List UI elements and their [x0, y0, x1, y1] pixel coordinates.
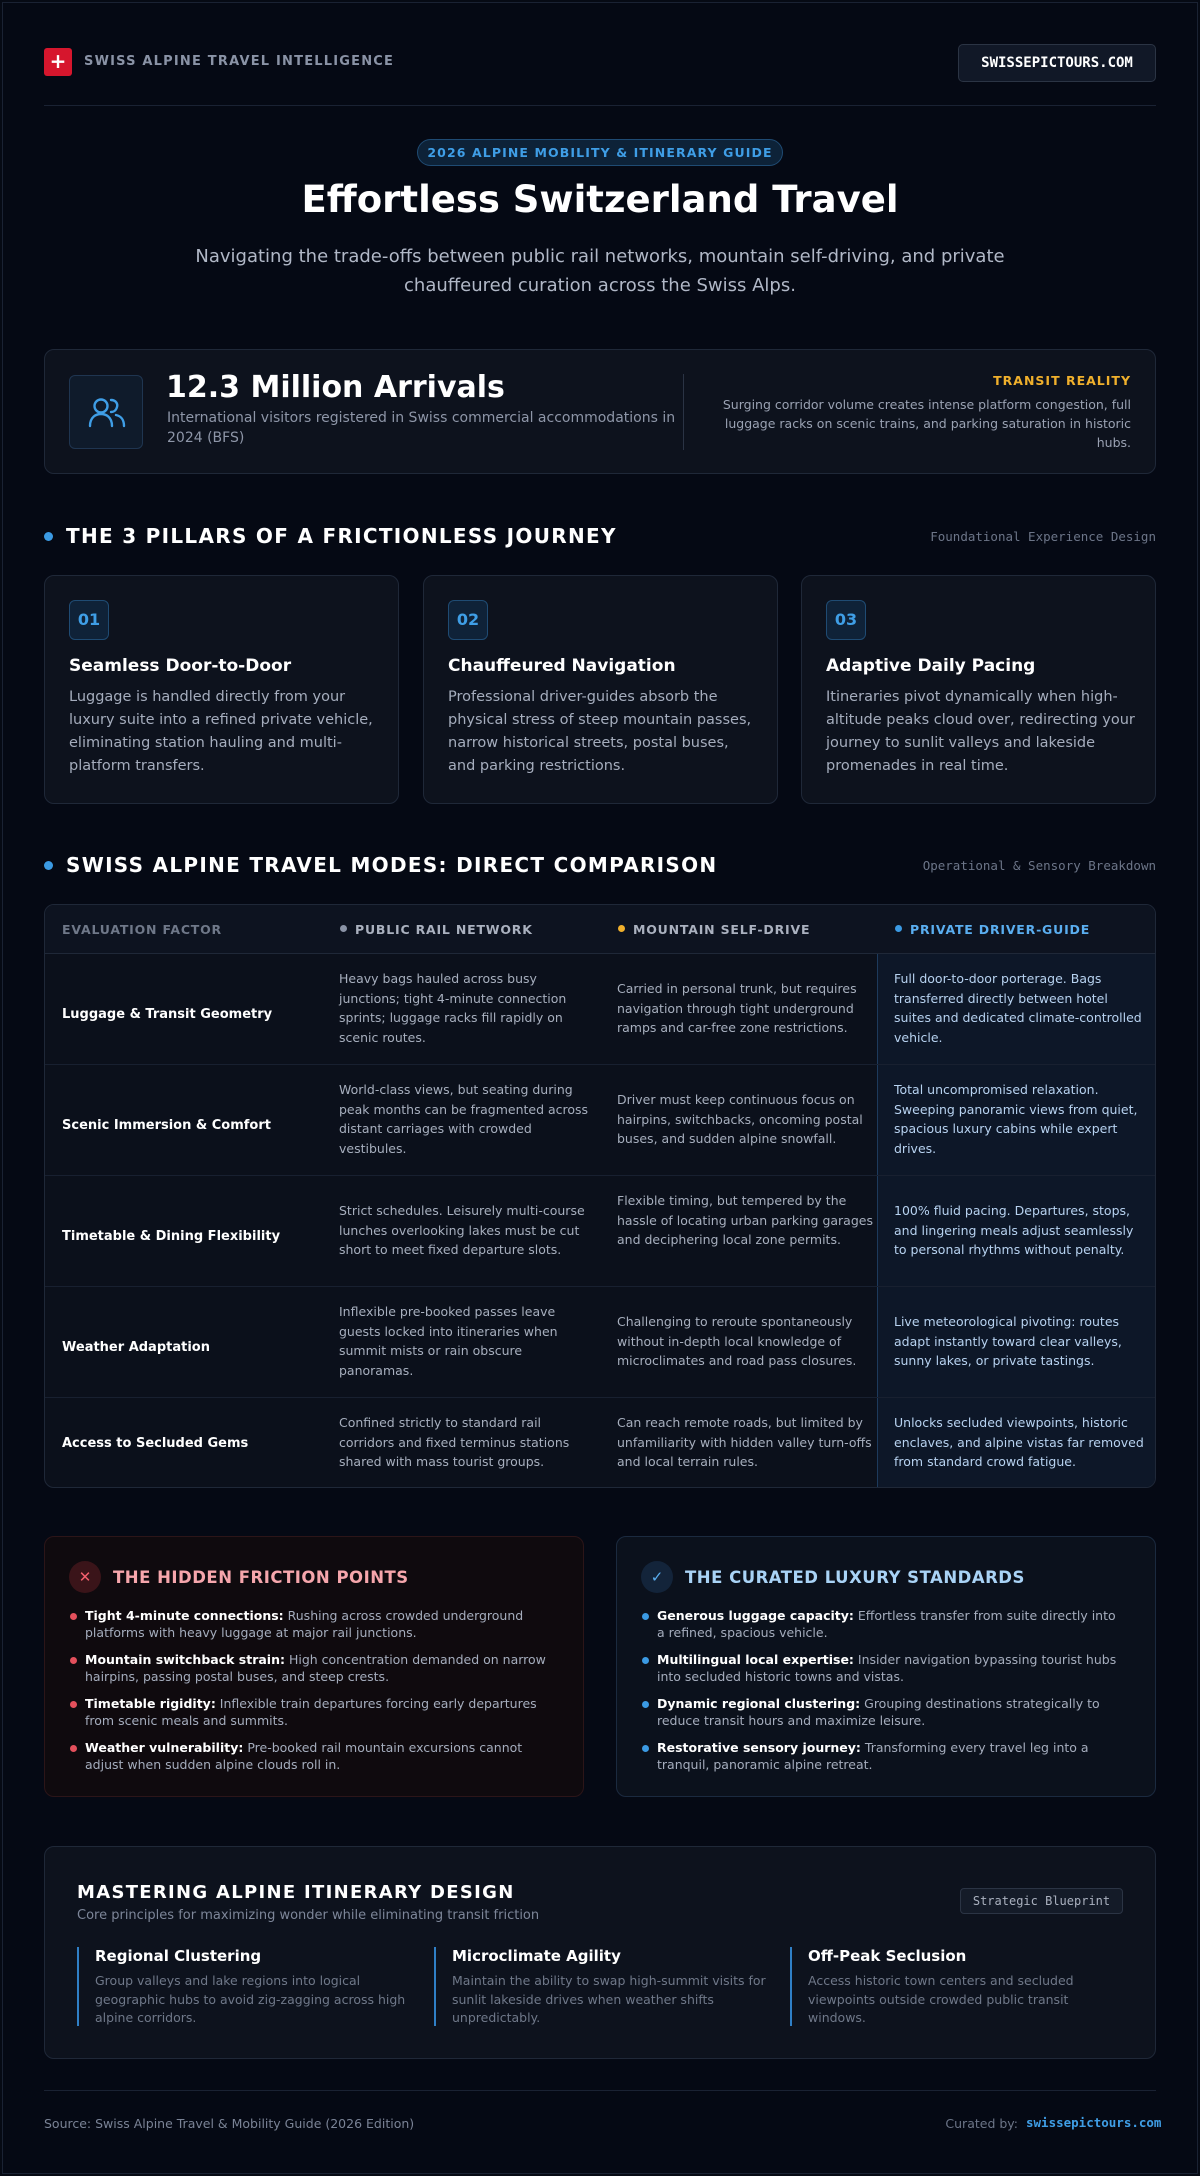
drive-cell: Challenging to reroute spontaneously without in-depth local knowledge of microclimates and road pass closures. — [617, 1314, 857, 1368]
pillar-body: Itineraries pivot dynamically when high-altitude peaks cloud over, redirecting your journey to sunlit valleys and lakeside promenades in real time. — [826, 689, 1135, 774]
pillar-title: Chauffeured Navigation — [448, 656, 676, 676]
pillar-body: Luggage is handled directly from your luxury suite into a refined private vehicle, eliminating station hauling and multi-platform transfers. — [69, 689, 373, 774]
bullet-icon — [70, 1613, 77, 1620]
luxury-item: Generous luggage capacity: Effortless transfer from suite directly into a refined, spacious vehicle. — [657, 1608, 1116, 1640]
driver-dot-icon — [895, 925, 902, 932]
row-factor-label: Scenic Immersion & Comfort — [62, 1118, 271, 1133]
header-public-rail: PUBLIC RAIL NETWORK — [355, 922, 533, 937]
row-divider — [45, 1064, 1156, 1065]
swiss-cross-logo: + — [44, 48, 72, 76]
transit-reality-label: TRANSIT REALITY — [993, 373, 1131, 388]
brand-name: SWISS ALPINE TRAVEL INTELLIGENCE — [84, 54, 395, 69]
pillars-section-title: THE 3 PILLARS OF A FRICTIONLESS JOURNEY — [66, 524, 617, 548]
pillar-number: 03 — [826, 600, 866, 640]
pillar-title: Adaptive Daily Pacing — [826, 656, 1036, 676]
site-button[interactable]: SWISSEPICTOURS.COM — [958, 44, 1156, 82]
luxury-item: Multilingual local expertise: Insider navigation bypassing tourist hubs into secluded historic towns and vistas. — [657, 1652, 1117, 1684]
driver-cell: Full door-to-door porterage. Bags transferred directly between hotel suites and dedicated climate-controlled vehicle. — [894, 971, 1142, 1045]
pillars-section-tag: Foundational Experience Design — [930, 529, 1156, 544]
section-dot-icon — [44, 532, 53, 541]
friction-item: Weather vulnerability: Pre-booked rail mountain excursions cannot adjust when sudden alpine clouds roll in. — [85, 1740, 523, 1772]
row-factor-label: Access to Secluded Gems — [62, 1436, 249, 1451]
page-subtitle: Navigating the trade-offs between public rail networks, mountain self-driving, and private chauffeured curation across the Swiss Alps. — [195, 246, 1005, 296]
column-accent-bar — [790, 1947, 792, 2026]
driver-cell: 100% fluid pacing. Departures, stops, and lingering meals adjust seamlessly to personal rhythms without penalty. — [894, 1203, 1134, 1257]
rail-cell: World-class views, but seating during peak months can be fragmented across distant carriages with crowded vestibules. — [339, 1082, 589, 1156]
curated-by-label: Curated by: — [945, 2116, 1018, 2131]
friction-item: Tight 4-minute connections: Rushing across crowded underground platforms with heavy luggage at major rail junctions. — [85, 1608, 524, 1640]
page-title: Effortless Switzerland Travel — [301, 178, 899, 221]
drive-dot-icon — [618, 925, 625, 932]
friction-item: Timetable rigidity: Inflexible train departures forcing early departures from scenic meals and summits. — [85, 1696, 537, 1728]
driver-cell: Live meteorological pivoting: routes adapt instantly toward clear valleys, sunny lakes, or private tastings. — [894, 1314, 1122, 1368]
blueprint-column-body: Group valleys and lake regions into logical geographic hubs to avoid zig-zagging across high alpine corridors. — [95, 1973, 406, 2025]
row-divider — [45, 1175, 1156, 1176]
blueprint-column-body: Access historic town centers and secluded viewpoints outside crowded public transit windows. — [808, 1973, 1074, 2025]
drive-cell: Can reach remote roads, but limited by unfamiliarity with hidden valley turn-offs and local terrain rules. — [617, 1415, 872, 1469]
pillar-title: Seamless Door-to-Door — [69, 656, 292, 676]
bullet-icon — [642, 1613, 649, 1620]
bullet-icon — [642, 1701, 649, 1708]
drive-cell: Driver must keep continuous focus on hairpins, switchbacks, oncoming postal buses, and sudden alpine snowfall. — [617, 1092, 863, 1146]
row-factor-label: Weather Adaptation — [62, 1340, 210, 1355]
driver-cell: Total uncompromised relaxation. Sweeping panoramic views from quiet, spacious luxury cabins while expert drives. — [894, 1082, 1138, 1156]
luxury-title: THE CURATED LUXURY STANDARDS — [685, 1568, 1025, 1587]
pillar-number: 02 — [448, 600, 488, 640]
column-accent-bar — [77, 1947, 79, 2026]
section-dot-icon — [44, 861, 53, 870]
bullet-icon — [642, 1745, 649, 1752]
drive-cell: Flexible timing, but tempered by the hassle of locating urban parking garages and deciphering local zone permits. — [617, 1193, 873, 1247]
column-accent-bar — [434, 1947, 436, 2026]
guide-pill: 2026 ALPINE MOBILITY & ITINERARY GUIDE — [417, 139, 783, 166]
close-icon: ✕ — [69, 1561, 101, 1593]
curated-by-link[interactable]: swissepictours.com — [1026, 2115, 1162, 2130]
row-divider — [45, 1286, 1156, 1287]
row-divider — [45, 1397, 1156, 1398]
arrivals-number: 12.3 Million Arrivals — [166, 370, 505, 405]
friction-item: Mountain switchback strain: High concentration demanded on narrow hairpins, passing postal buses, and steep crests. — [85, 1652, 546, 1684]
blueprint-column-body: Maintain the ability to swap high-summit visits for sunlit lakeside drives when weather shifts unpredictably. — [452, 1973, 766, 2025]
blueprint-column-title: Regional Clustering — [95, 1947, 262, 1965]
header-evaluation-factor: EVALUATION FACTOR — [62, 922, 222, 937]
source-citation: Source: Swiss Alpine Travel & Mobility Guide (2026 Edition) — [44, 2116, 415, 2131]
luxury-item: Restorative sensory journey: Transforming every travel leg into a tranquil, panoramic alpine retreat. — [657, 1740, 1089, 1772]
users-icon — [69, 375, 143, 449]
friction-title: THE HIDDEN FRICTION POINTS — [113, 1568, 409, 1587]
driver-cell: Unlocks secluded viewpoints, historic enclaves, and alpine vistas far removed from standard crowd fatigue. — [894, 1415, 1144, 1469]
bullet-icon — [70, 1657, 77, 1664]
bullet-icon — [642, 1657, 649, 1664]
blueprint-title: MASTERING ALPINE ITINERARY DESIGN — [77, 1882, 515, 1903]
rail-dot-icon — [340, 925, 347, 932]
header-divider — [44, 105, 1156, 106]
footer-divider — [44, 2090, 1156, 2091]
transit-reality-text: Surging corridor volume creates intense platform congestion, full luggage racks on scenic trains, and parking saturation in historic hubs. — [722, 397, 1131, 450]
pillar-number: 01 — [69, 600, 109, 640]
rail-cell: Strict schedules. Leisurely multi-course lunches overlooking lakes must be cut short to meet fixed departure slots. — [339, 1203, 585, 1257]
header-self-drive: MOUNTAIN SELF-DRIVE — [633, 922, 811, 937]
pillar-body: Professional driver-guides absorb the physical stress of steep mountain passes, narrow historical streets, postal buses, and parking restrictions. — [448, 689, 752, 774]
rail-cell: Confined strictly to standard rail corridors and fixed terminus stations shared with mass tourist groups. — [339, 1415, 570, 1469]
comparison-table — [44, 904, 1156, 1488]
bullet-icon — [70, 1745, 77, 1752]
blueprint-subtitle: Core principles for maximizing wonder while eliminating transit friction — [77, 1908, 540, 1923]
checkmark-icon: ✓ — [641, 1561, 673, 1593]
drive-cell: Carried in personal trunk, but requires navigation through tight underground ramps and car-free zone restrictions. — [617, 981, 857, 1035]
stat-divider — [683, 374, 684, 450]
arrivals-description: International visitors registered in Swiss commercial accommodations in 2024 (BFS) — [167, 410, 676, 446]
luxury-item: Dynamic regional clustering: Grouping destinations strategically to reduce transit hours and maximize leisure. — [657, 1696, 1100, 1728]
rail-cell: Heavy bags hauled across busy junctions; tight 4-minute connection sprints; luggage racks fill rapidly on scenic routes. — [339, 971, 567, 1045]
header-private-driver: PRIVATE DRIVER-GUIDE — [910, 922, 1091, 937]
row-factor-label: Timetable & Dining Flexibility — [62, 1229, 281, 1244]
blueprint-column-title: Off-Peak Seclusion — [808, 1947, 967, 1965]
blueprint-column-title: Microclimate Agility — [452, 1947, 621, 1965]
comparison-section-tag: Operational & Sensory Breakdown — [922, 858, 1156, 873]
strategic-blueprint-tag: Strategic Blueprint — [960, 1888, 1123, 1914]
bullet-icon — [70, 1701, 77, 1708]
rail-cell: Inflexible pre-booked passes leave guests locked into itineraries when summit mists or rain obscure panoramas. — [339, 1304, 558, 1378]
comparison-section-title: SWISS ALPINE TRAVEL MODES: DIRECT COMPARISON — [66, 853, 718, 877]
row-factor-label: Luggage & Transit Geometry — [62, 1007, 273, 1022]
